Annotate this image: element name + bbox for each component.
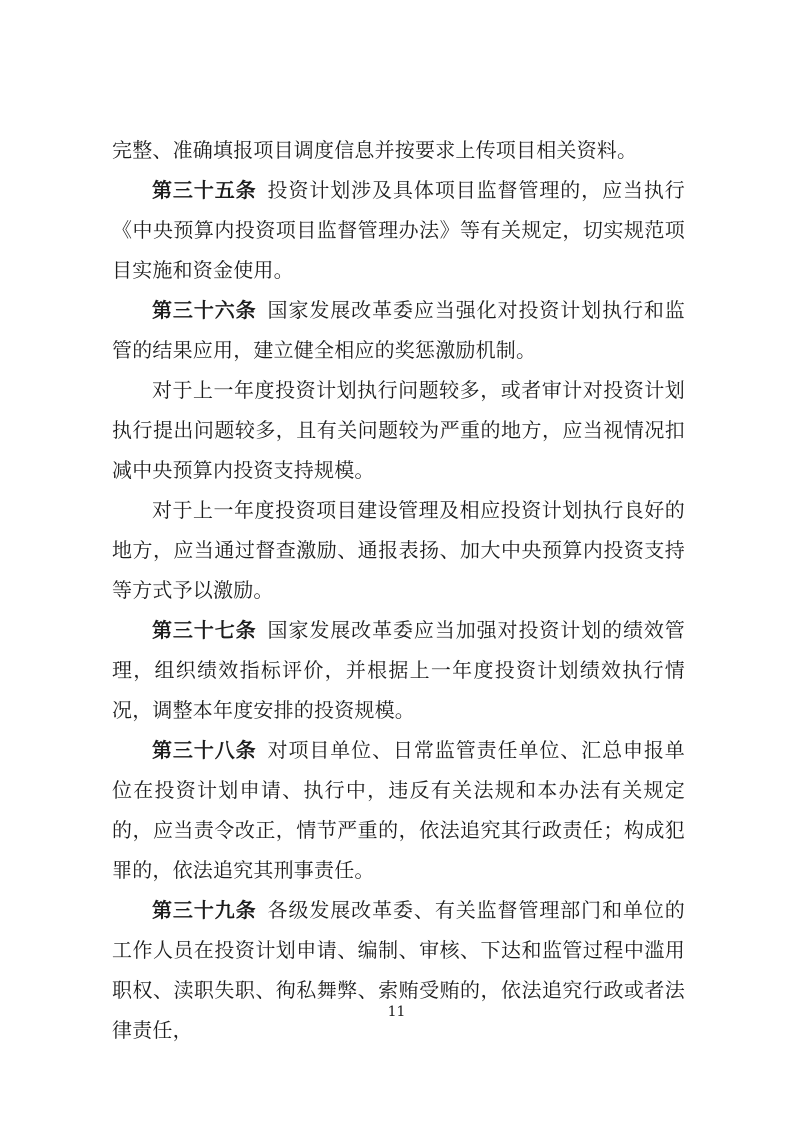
article-number: 第三十九条	[152, 898, 257, 922]
paragraph-text: 国家发展改革委应当加强对投资计划的绩效管理，组织绩效指标评价，并根据上一年度投资计划绩效执行情况，调整本年度安排的投资规模。	[112, 618, 686, 722]
paragraph	[112, 370, 685, 490]
article-number: 第三十五条	[152, 178, 257, 202]
document-body	[112, 130, 685, 1050]
paragraph-text: 各级发展改革委、有关监督管理部门和单位的工作人员在投资计划申请、编制、审核、下达和监管过程中滥用职权、渎职失职、徇私舞弊、索贿受贿的，依法追究行政或者法律责任，	[112, 898, 686, 1042]
paragraph-continuation	[112, 130, 685, 170]
article-number: 第三十六条	[152, 298, 257, 322]
paragraph-article-38	[112, 730, 685, 890]
page-number: 11	[387, 1004, 406, 1020]
paragraph-text: 对于上一年度投资计划执行问题较多，或者审计对投资计划执行提出问题较多，且有关问题较为严重的地方，应当视情况扣减中央预算内投资支持规模。	[112, 378, 685, 482]
paragraph-article-36	[112, 290, 685, 370]
paragraph-text: 完整、准确填报项目调度信息并按要求上传项目相关资料。	[112, 138, 638, 162]
paragraph-article-35	[112, 170, 685, 290]
paragraph	[112, 490, 685, 610]
paragraph-article-39	[112, 890, 685, 1050]
article-number: 第三十七条	[152, 618, 257, 642]
paragraph-text: 投资计划涉及具体项目监督管理的，应当执行《中央预算内投资项目监督管理办法》等有关规定，切实规范项目实施和资金使用。	[112, 178, 686, 282]
paragraph-article-37	[112, 610, 685, 730]
paragraph-text: 对项目单位、日常监管责任单位、汇总申报单位在投资计划申请、执行中，违反有关法规和本办法有关规定的，应当责令改正，情节严重的，依法追究其行政责任；构成犯罪的，依法追究其刑事责任。	[112, 738, 686, 882]
paragraph-text: 对于上一年度投资项目建设管理及相应投资计划执行良好的地方，应当通过督查激励、通报表扬、加大中央预算内投资支持等方式予以激励。	[112, 498, 685, 602]
article-number: 第三十八条	[152, 738, 257, 762]
paragraph-text: 国家发展改革委应当强化对投资计划执行和监管的结果应用，建立健全相应的奖惩激励机制。	[112, 298, 686, 362]
